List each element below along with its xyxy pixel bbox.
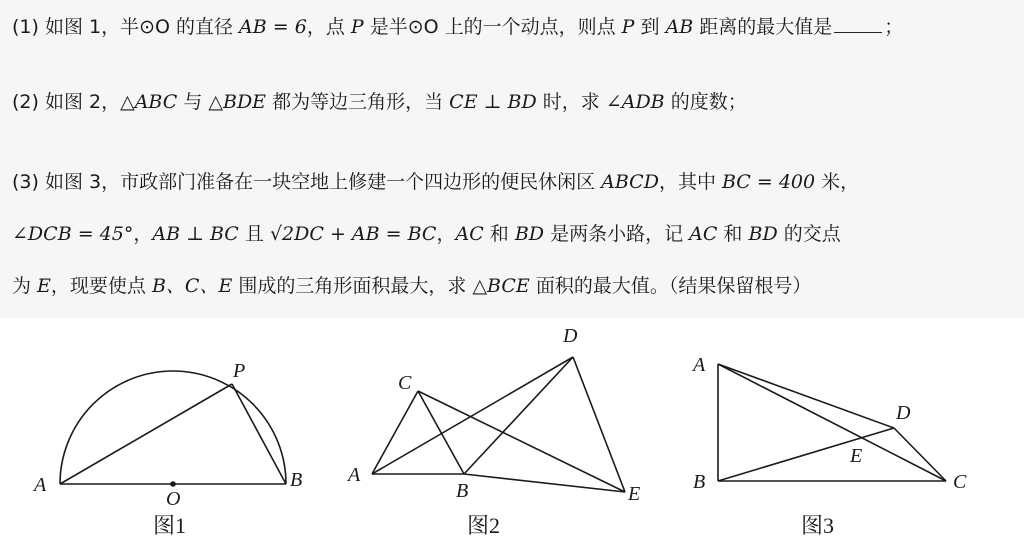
caption-figure-1: 图1 (153, 513, 187, 538)
label-p: P (233, 360, 246, 382)
figure-1 (32, 360, 302, 538)
question-3-line-3 (12, 271, 811, 298)
q2-math: △BDE (208, 91, 267, 113)
q2-text: 都为等边三角形，当 (266, 91, 450, 113)
q1-text: 距离的最大值是 (693, 16, 833, 38)
q2-math: CE ⊥ BD (449, 91, 537, 113)
q2-math: ∠ADB (605, 91, 665, 113)
question-1 (12, 12, 903, 39)
q2-text: 与 (177, 91, 209, 113)
answer-blank (834, 16, 882, 33)
q1-math-ab2: AB (665, 16, 694, 38)
figure-3 (691, 354, 967, 538)
segment-ac (718, 364, 946, 481)
q3-math: BD (748, 223, 778, 245)
label-c: C (953, 471, 967, 493)
q3-math: AC (689, 223, 718, 245)
label-b: B (290, 469, 303, 491)
q1-text: 是半⊙O 上的一个动点，则点 (363, 16, 622, 38)
q3-math: E (37, 275, 51, 297)
question-3-line-2 (12, 219, 841, 246)
q3-math: BC = 400 (721, 171, 816, 193)
q3-text: ， (133, 223, 153, 245)
segment-ac (372, 391, 418, 474)
segment-bd (464, 357, 573, 474)
q3-prefix: (3) 如图 3，市政部门准备在一块空地上修建一个四边形的便民休闲区 (12, 171, 602, 193)
label-e: E (628, 483, 641, 505)
caption-figure-3: 图3 (801, 513, 835, 538)
figure-2 (346, 325, 640, 538)
q1-math-p2: P (621, 16, 635, 38)
semicircle-arc (60, 371, 286, 484)
q1-prefix: (1) 如图 1，半⊙O 的直径 (12, 16, 240, 38)
label-e: E (850, 445, 863, 467)
q3-math: B、C、E (151, 275, 233, 297)
q3-prefix: 为 (12, 275, 38, 297)
q3-text: 和 (717, 223, 749, 245)
question-2 (12, 87, 747, 114)
q2-text: 时，求 (536, 91, 606, 113)
segment-ap (60, 384, 232, 484)
question-3-line-1 (12, 167, 859, 194)
q1-math-p: P (350, 16, 364, 38)
label-c: C (398, 372, 412, 394)
figures-svg (0, 318, 1024, 544)
segment-bd (718, 428, 894, 481)
q3-math: △BCE (472, 275, 530, 297)
label-o: O (166, 488, 181, 510)
q2-suffix: 的度数； (664, 91, 747, 113)
q3-text: 围成的三角形面积最大，求 (232, 275, 473, 297)
segment-cd (894, 428, 946, 481)
q3-text: ， (436, 223, 456, 245)
q1-text: 到 (634, 16, 666, 38)
q3-math: ABCD (601, 171, 659, 193)
q3-suffix: 面积的最大值。（结果保留根号） (529, 275, 812, 297)
label-d: D (896, 402, 911, 424)
q2-math: △ABC (120, 91, 178, 113)
q3-math: BD (514, 223, 545, 245)
q3-math: AB ⊥ BC (152, 223, 239, 245)
q1-math-ab: AB = 6 (239, 16, 307, 38)
label-a: A (693, 354, 706, 376)
q3-text: 和 (483, 223, 515, 245)
q3-suffix: 米， (815, 171, 860, 193)
q1-suffix: ； (884, 16, 904, 38)
q3-text: 是两条小路，记 (544, 223, 690, 245)
label-d: D (563, 325, 578, 347)
label-b: B (693, 471, 706, 493)
q3-math: AC (455, 223, 484, 245)
q3-math: √2DC + AB = BC (269, 223, 437, 245)
caption-figure-2: 图2 (467, 513, 501, 538)
segment-be (464, 474, 625, 492)
figures-area (0, 318, 1024, 544)
segment-pb (232, 384, 286, 484)
q3-text: ，现要使点 (50, 275, 152, 297)
center-point-o (170, 481, 176, 487)
segment-ce (418, 391, 625, 492)
q3-text: ，其中 (658, 171, 722, 193)
q3-math: ∠DCB = 45° (12, 223, 134, 245)
segment-cb (418, 391, 464, 474)
q3-text: 且 (238, 223, 270, 245)
label-a: A (34, 474, 47, 496)
segment-ad (718, 364, 894, 428)
segment-de (573, 357, 625, 492)
label-b: B (456, 480, 469, 502)
q2-prefix: (2) 如图 2， (12, 91, 121, 113)
q3-suffix: 的交点 (777, 223, 841, 245)
label-a: A (348, 464, 361, 486)
q1-text: ，点 (306, 16, 351, 38)
